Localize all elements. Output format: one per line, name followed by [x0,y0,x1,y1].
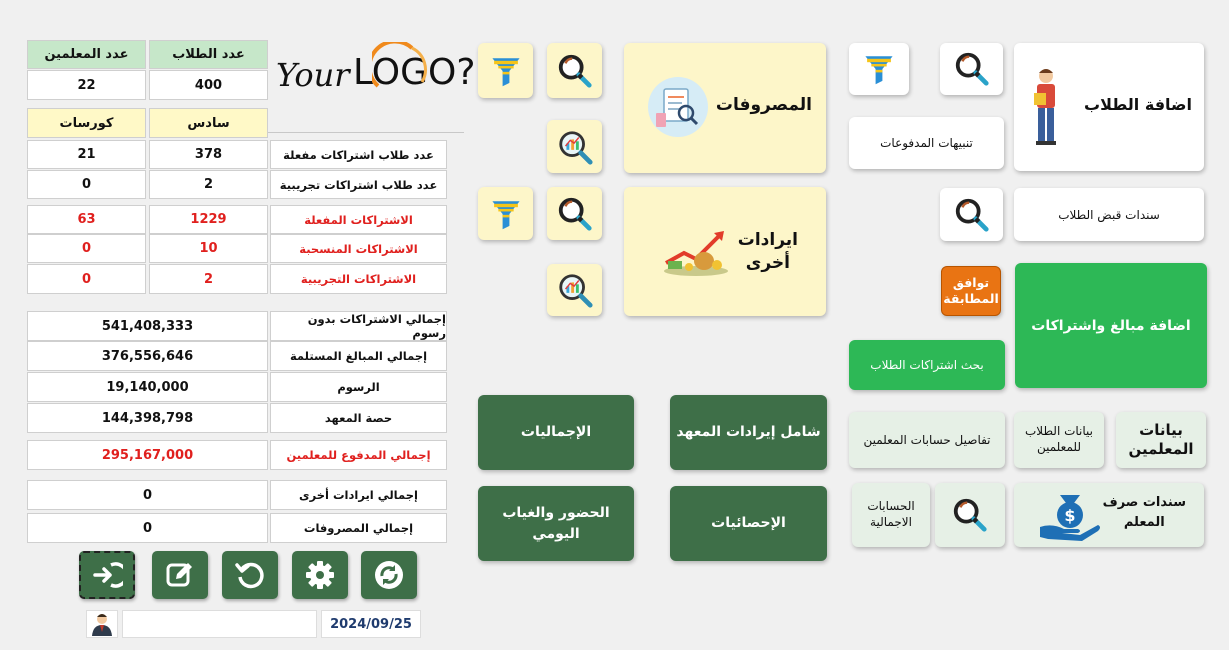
other-revenue-label: إجمالي ايرادات أخرى [270,480,447,510]
reconcile-line2: المطابقة [943,291,999,306]
expenses-label: إجمالي المصروفات [270,513,447,543]
logo-swoosh [372,42,428,104]
payment-alerts-label: تنبيهات المدفوعات [880,136,973,150]
attendance-label [502,503,609,544]
add-student-tile[interactable] [1014,43,1204,171]
expenses-search-button[interactable] [547,43,602,98]
students-for-teachers-label [1025,424,1093,455]
revenue-analysis-button[interactable] [547,264,602,316]
active-subs-sixth: 1229 [149,205,268,234]
subs-no-fees-label: إجمالي الاشتراكات بدون رسوم [270,311,447,341]
received-value: 376,556,646 [27,341,268,371]
received-label: إجمالي المبالغ المستلمة [270,341,447,371]
money-growth-icon [662,227,730,277]
search-subs-button[interactable] [849,340,1005,390]
add-student-label: اضافة الطلاب [1083,95,1192,114]
subs-no-fees-value: 541,408,333 [27,311,268,341]
students-for-teachers-button[interactable] [1014,412,1104,468]
magnifier-icon [556,52,594,90]
magnifier-icon [556,195,594,233]
receipts-label: سندات قبض الطلاب [1058,207,1160,222]
edit-button[interactable] [152,551,208,599]
active-subs-courses: 63 [27,205,146,234]
svg-text:$: $ [1064,506,1076,525]
sixth-header: سادس [149,108,268,138]
teacher-accounts-label: تفاصيل حسابات المعلمين [863,433,991,447]
add-amounts-button[interactable] [1015,263,1207,388]
other-revenue-line2: أخرى [745,252,790,273]
teachers-data-line1: بيانات [1139,420,1183,439]
user-name-field [122,610,317,638]
student-icon [1028,67,1064,147]
attendance-button[interactable] [478,486,634,561]
settings-button[interactable] [292,551,348,599]
expenses-tile-label: المصروفات [715,95,812,115]
teacher-payment-label [1103,493,1186,532]
teachers-count-value: 22 [27,70,146,100]
payment-alerts-button[interactable] [849,117,1004,169]
magnifier-icon [953,50,991,88]
teacher-payment-line2: المعلم [1123,514,1165,530]
institute-revenue-label: شامل إيرادات المعهد [676,424,821,441]
teachers-count-header: عدد المعلمين [27,40,146,69]
other-revenue-tile-label [738,229,798,275]
students-filter-button[interactable] [849,43,909,95]
user-icon [91,612,113,636]
teachers-data-button[interactable] [1116,412,1206,468]
students-for-teachers-line2: للمعلمين [1036,440,1082,454]
active-subs-label: الاشتراكات المفعلة [270,205,447,234]
trial-students-sixth: 2 [149,170,268,199]
total-accounts-label [867,499,914,530]
expenses-filter-button[interactable] [478,43,533,98]
active-students-label: عدد طلاب اشتراكات مفعلة [270,140,447,169]
attendance-line1: الحضور والغياب [502,505,610,522]
teachers-data-line2: المعلمين [1128,440,1194,458]
reconcile-button[interactable] [941,266,1001,316]
total-accounts-line2: الاجمالية [870,515,912,529]
refresh-button[interactable] [361,551,417,599]
funnel-icon [862,52,896,86]
courses-header: كورسات [27,108,146,138]
institute-revenue-button[interactable] [670,395,827,470]
statistics-label: الإحصائيات [711,515,786,532]
logout-icon [91,559,123,591]
teacher-accounts-button[interactable] [849,412,1005,468]
students-for-teachers-line1: بيانات الطلاب [1025,424,1094,439]
expenses-value: 0 [27,513,268,543]
paid-teachers-value: 295,167,000 [27,440,268,470]
edit-icon [164,559,196,591]
withdrawn-subs-courses: 0 [27,234,146,263]
teacher-payment-tile[interactable] [1014,483,1204,547]
expenses-tile[interactable] [624,43,826,173]
expenses-analysis-button[interactable] [547,120,602,173]
trial-students-courses: 0 [27,170,146,199]
teacher-payment-line1: سندات صرف [1102,495,1186,510]
other-revenue-value: 0 [27,480,268,510]
students-search-button[interactable] [940,43,1003,95]
search-subs-label: بحث اشتراكات الطلاب [870,358,984,372]
fees-value: 19,140,000 [27,372,268,402]
analysis-icon [556,271,594,309]
teachers-data-label [1128,421,1193,460]
logout-button[interactable] [79,551,135,599]
trial-subs-label: الاشتراكات التجريبية [270,264,447,294]
reconcile-label [943,275,999,308]
other-revenue-tile[interactable] [624,187,826,316]
students-count-header: عدد الطلاب [149,40,268,69]
gear-icon [304,559,336,591]
undo-button[interactable] [222,551,278,599]
paid-teachers-label: إجمالي المدفوع للمعلمين [270,440,447,470]
trial-subs-sixth: 2 [149,264,268,294]
revenue-filter-button[interactable] [478,187,533,240]
active-students-courses: 21 [27,140,146,169]
logo-text-logo: LOGO? [353,52,476,93]
totals-button[interactable] [478,395,634,470]
add-amounts-label: اضافة مبالغ واشتراكات [1031,317,1191,334]
expenses-icon [646,75,710,139]
logo [276,40,476,110]
revenue-search-button[interactable] [547,187,602,240]
institute-share-value: 144,398,798 [27,403,268,433]
magnifier-icon [953,196,991,234]
user-avatar [86,610,118,638]
total-accounts-line1: الحسابات [867,499,915,514]
institute-share-label: حصة المعهد [270,403,447,433]
analysis-icon [556,128,594,166]
trial-students-label: عدد طلاب اشتراكات تجريبية [270,170,447,199]
withdrawn-subs-label: الاشتراكات المنسحبة [270,234,447,263]
active-students-sixth: 378 [149,140,268,169]
payment-search-button[interactable] [935,483,1005,547]
undo-icon [234,559,266,591]
withdrawn-subs-sixth: 10 [149,234,268,263]
statistics-button[interactable] [670,486,827,561]
money-bag-hand-icon [1038,489,1102,541]
reconcile-line1: توافق [952,274,990,290]
total-accounts-button[interactable] [852,483,930,547]
other-revenue-line1: ايرادات [737,230,798,250]
trial-subs-courses: 0 [27,264,146,294]
current-date: 2024/09/25 [321,610,421,638]
receipts-search-button[interactable] [940,188,1003,241]
students-count-value: 400 [149,70,268,100]
attendance-line2: اليومي [532,525,580,542]
logo-text-your: Your [276,56,350,94]
totals-button-label: الإجماليات [520,424,592,441]
funnel-icon [489,197,523,231]
divider [268,132,464,133]
magnifier-icon [951,496,989,534]
receipts-button[interactable] [1014,188,1204,241]
refresh-icon [373,559,405,591]
fees-label: الرسوم [270,372,447,402]
funnel-icon [489,54,523,88]
